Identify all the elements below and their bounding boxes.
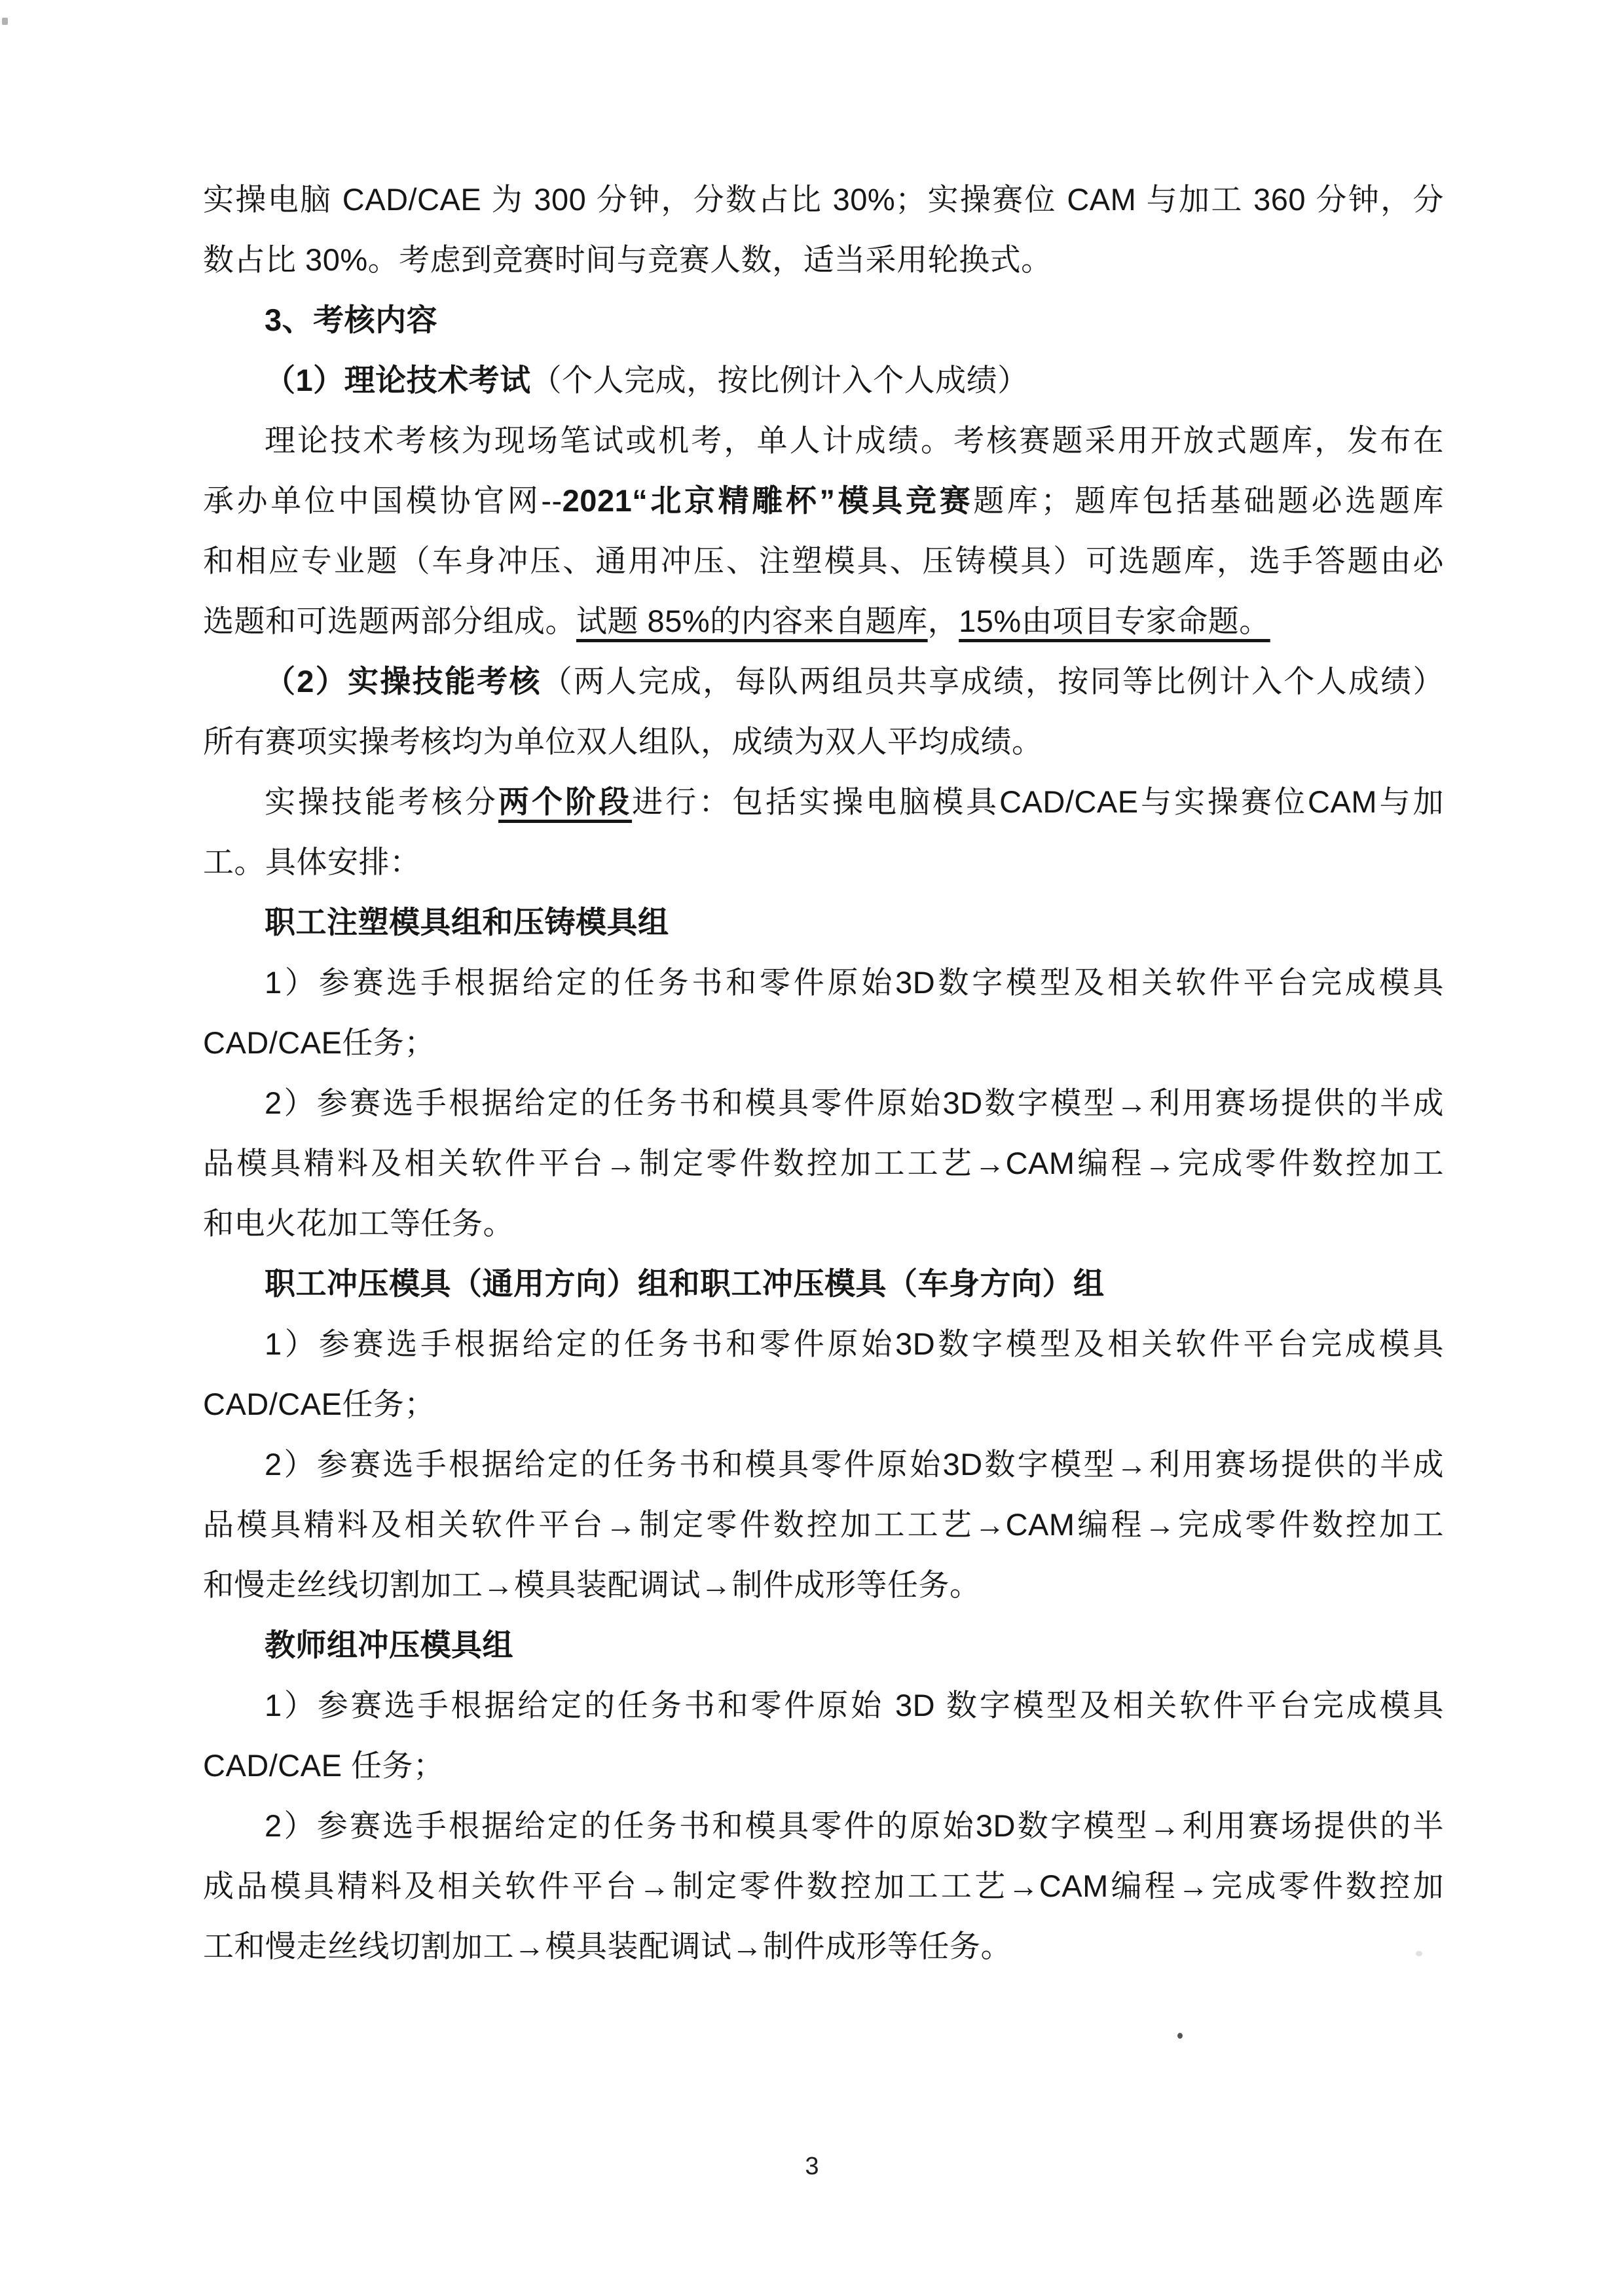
text-line [203,1675,1444,1736]
text-run: 题库；题库包括基础题必选题库 [973,483,1445,518]
text-run: 教师组冲压模具组 [265,1628,513,1662]
text-run: 品模具精料及相关软件平台→制定零件数控加工工艺→CAM编程→完成零件数控加工 [203,1146,1444,1180]
text-line [203,1796,1444,1856]
text-line [203,230,1444,290]
text-run: 实操电脑 CAD/CAE 为 300 分钟，分数占比 30%；实操赛位 CAM 与加工 360 分钟，分 [203,182,1444,217]
text-line [203,1495,1444,1555]
text-line [203,1736,1444,1796]
text-run: 实操技能考核分 [265,784,499,819]
text-line [203,1133,1444,1194]
text-run: 和慢走丝线切割加工→模具装配调试→制件成形等任务。 [203,1567,981,1602]
text-run: CAD/CAE任务； [203,1387,435,1421]
document-body [203,170,1444,1977]
text-line [203,1916,1444,1977]
text-run: 所有赛项实操考核均为单位双人组队，成绩为双人平均成绩。 [203,724,1043,759]
text-line [203,1254,1444,1314]
text-line [203,1073,1444,1133]
text-run: 两个阶段 [498,784,633,819]
text-run: ， [927,604,959,638]
text-line [203,1555,1444,1615]
text-line [203,1615,1444,1675]
text-run: 工和慢走丝线切割加工→模具装配调试→制件成形等任务。 [203,1929,1012,1963]
text-run: 品模具精料及相关软件平台→制定零件数控加工工艺→CAM编程→完成零件数控加工 [203,1507,1444,1542]
text-line [203,712,1444,772]
text-line [203,772,1444,832]
text-line [203,1374,1444,1434]
text-run: 理论技术考核为现场笔试或机考，单人计成绩。考核赛题采用开放式题库，发布在 [265,423,1444,458]
text-run: 进行：包括实操电脑模具CAD/CAE与实操赛位CAM与加 [632,784,1445,819]
text-run: （个人完成，按比例计入个人成绩） [530,363,1029,397]
text-line [203,953,1444,1013]
text-run: CAD/CAE任务； [203,1025,435,1060]
text-line [203,832,1444,892]
text-line [203,1194,1444,1254]
text-line [203,1856,1444,1916]
scan-artifact [1177,2033,1183,2039]
text-line [203,1434,1444,1495]
text-line [203,170,1444,230]
text-line [203,531,1444,591]
text-run: 试题 85%的内容来自题库 [576,604,928,638]
text-run: 2）参赛选手根据给定的任务书和模具零件原始3D数字模型→利用赛场提供的半成 [265,1085,1444,1120]
text-run: （1）理论技术考试 [265,363,531,397]
text-line [203,471,1444,531]
text-run: 1）参赛选手根据给定的任务书和零件原始3D数字模型及相关软件平台完成模具 [265,1326,1444,1361]
text-run: （两人完成，每队两组员共享成绩，按同等比例计入个人成绩） [541,664,1445,699]
text-run: 1）参赛选手根据给定的任务书和零件原始 3D 数字模型及相关软件平台完成模具 [265,1688,1444,1722]
text-run: 成品模具精料及相关软件平台→制定零件数控加工工艺→CAM编程→完成零件数控加 [203,1868,1444,1903]
text-run: 承办单位中国模协官网-- [203,483,563,518]
text-run: 1）参赛选手根据给定的任务书和零件原始3D数字模型及相关软件平台完成模具 [265,965,1444,1000]
text-line [203,892,1444,953]
text-run: 职工冲压模具（通用方向）组和职工冲压模具（车身方向）组 [265,1266,1105,1301]
text-run: 3、考核内容 [265,302,438,337]
text-run: 和电火花加工等任务。 [203,1206,514,1241]
text-run: 和相应专业题（车身冲压、通用冲压、注塑模具、压铸模具）可选题库，选手答题由必 [203,543,1444,578]
text-run: 2021“北京精雕杯”模具竞赛 [562,483,974,518]
text-line [203,1314,1444,1374]
text-line [203,651,1444,712]
text-run: 2）参赛选手根据给定的任务书和模具零件的原始3D数字模型→利用赛场提供的半 [265,1808,1444,1843]
text-run: 职工注塑模具组和压铸模具组 [265,905,669,939]
text-line [203,1013,1444,1073]
text-run: CAD/CAE 任务； [203,1748,445,1783]
text-run: 工。具体安排： [203,845,421,879]
scan-artifact [2,18,8,25]
text-line [203,350,1444,410]
text-run: 选题和可选题两部分组成。 [203,604,576,638]
text-run: （2）实操技能考核 [265,664,542,699]
text-line [203,290,1444,350]
page-number: 3 [805,2153,819,2180]
text-run: 数占比 30%。考虑到竞赛时间与竞赛人数，适当采用轮换式。 [203,242,1052,277]
text-run: 15%由项目专家命题。 [959,604,1270,638]
scan-artifact [1416,1951,1422,1956]
text-line [203,410,1444,471]
text-line [203,591,1444,651]
text-run: 2）参赛选手根据给定的任务书和模具零件原始3D数字模型→利用赛场提供的半成 [265,1447,1444,1482]
